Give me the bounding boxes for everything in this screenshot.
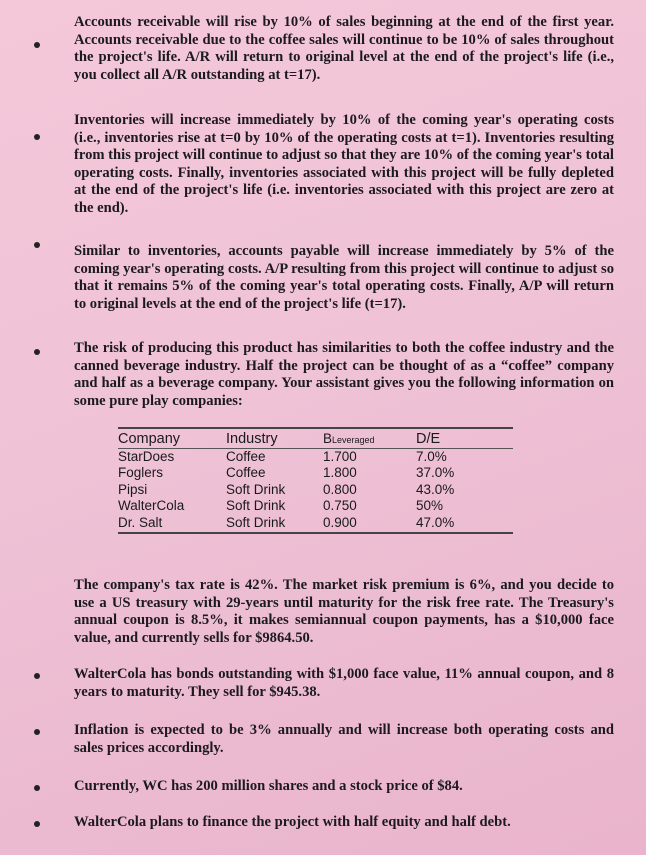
cell-industry: Coffee: [226, 448, 266, 464]
paragraph-accounts-receivable: Accounts receivable will rise by 10% of sales beginning at the end of the first year. Accounts receivable due to the coffee sales will continue to be 10% of sales throughout the project's life. A/R will return to original level at the end of the project's life (i.e., you collect all A/R outstanding at t=17).: [74, 14, 614, 83]
table-row: [118, 515, 513, 532]
bullet-icon: [34, 242, 40, 248]
bullet-icon: [34, 673, 40, 679]
bullet-icon: [34, 821, 40, 827]
cell-de: 7.0%: [416, 448, 447, 464]
cell-de: 37.0%: [416, 465, 455, 480]
cell-beta: 0.750: [323, 498, 357, 513]
table-row: [118, 498, 513, 515]
cell-industry: Soft Drink: [226, 514, 286, 530]
paragraph-financing: WalterCola plans to finance the project with half equity and half debt.: [74, 814, 511, 830]
table-header-row: [118, 431, 513, 448]
bullet-icon: [34, 349, 40, 355]
table-bottom-rule: [118, 532, 513, 534]
table-row: [118, 482, 513, 499]
paragraph-inflation: Inflation is expected to be 3% annually and will increase both operating costs and sales prices accordingly.: [74, 722, 614, 756]
cell-company: WalterCola: [118, 498, 185, 513]
paragraph-accounts-payable: Similar to inventories, accounts payable will increase immediately by 5% of the coming year's operating costs. A/P resulting from this project will continue to adjust so that it remains 5% of the coming year's total operating costs. Finally, A/P will return to original levels at the end of the project's life (t=17).: [74, 243, 614, 312]
header-de: D/E: [416, 431, 441, 447]
cell-company: StarDoes: [118, 448, 175, 464]
header-beta-main: B: [323, 431, 333, 446]
paragraph-risk: The risk of producing this product has similarities to both the coffee industry and the canned beverage industry. Half the project can be thought of as a “coffee” company and half as a beverage company. Your assistant gives you the following information on some pure play companies:: [74, 340, 614, 409]
bullet-icon: [34, 785, 40, 791]
table-row: [118, 465, 513, 482]
cell-beta: 0.900: [323, 514, 357, 530]
cell-beta: 0.800: [323, 481, 357, 497]
bullet-icon: [34, 729, 40, 735]
paragraph-shares: Currently, WC has 200 million shares and a stock price of $84.: [74, 778, 463, 794]
paragraph-bonds: WalterCola has bonds outstanding with $1,000 face value, 11% annual coupon, and 8 years to maturity. They sell for $945.38.: [74, 666, 614, 700]
cell-company: Foglers: [118, 465, 164, 480]
cell-company: Pipsi: [118, 481, 148, 497]
pure-play-table: [118, 427, 513, 534]
header-company: Company: [118, 431, 181, 447]
cell-industry: Soft Drink: [226, 481, 286, 497]
paragraph-tax-rate: The company's tax rate is 42%. The market risk premium is 6%, and you decide to use a US treasury with 29-years until maturity for the risk free rate. The Treasury's annual coupon is 8.5%, it makes semiannual coupon payments, has a $10,000 face value, and currently sells for $9864.50.: [74, 577, 614, 646]
header-beta: [323, 431, 416, 448]
cell-de: 43.0%: [416, 481, 455, 497]
cell-de: 50%: [416, 498, 444, 513]
cell-beta: 1.700: [323, 448, 357, 464]
bullet-icon: [34, 134, 40, 140]
cell-industry: Soft Drink: [226, 498, 286, 513]
cell-beta: 1.800: [323, 465, 357, 480]
cell-industry: Coffee: [226, 465, 266, 480]
header-beta-sub: Leveraged: [332, 435, 375, 445]
cell-company: Dr. Salt: [118, 514, 163, 530]
cell-de: 47.0%: [416, 514, 455, 530]
table-row: [118, 449, 513, 466]
paragraph-inventories: Inventories will increase immediately by 10% of the coming year's operating costs (i.e., inventories rise at t=0 by 10% of the operating costs at t=1). Inventories resulting from this project will continue to adjust so that they are 10% of the coming year's total operating costs. Finally, inventories associated with this project will be fully depleted at the end of the project's life (i.e. inventories associated with this project are zero at the end).: [74, 112, 614, 216]
bullet-icon: [34, 42, 40, 48]
table-top-rule: [118, 427, 513, 429]
header-industry: Industry: [226, 431, 278, 447]
